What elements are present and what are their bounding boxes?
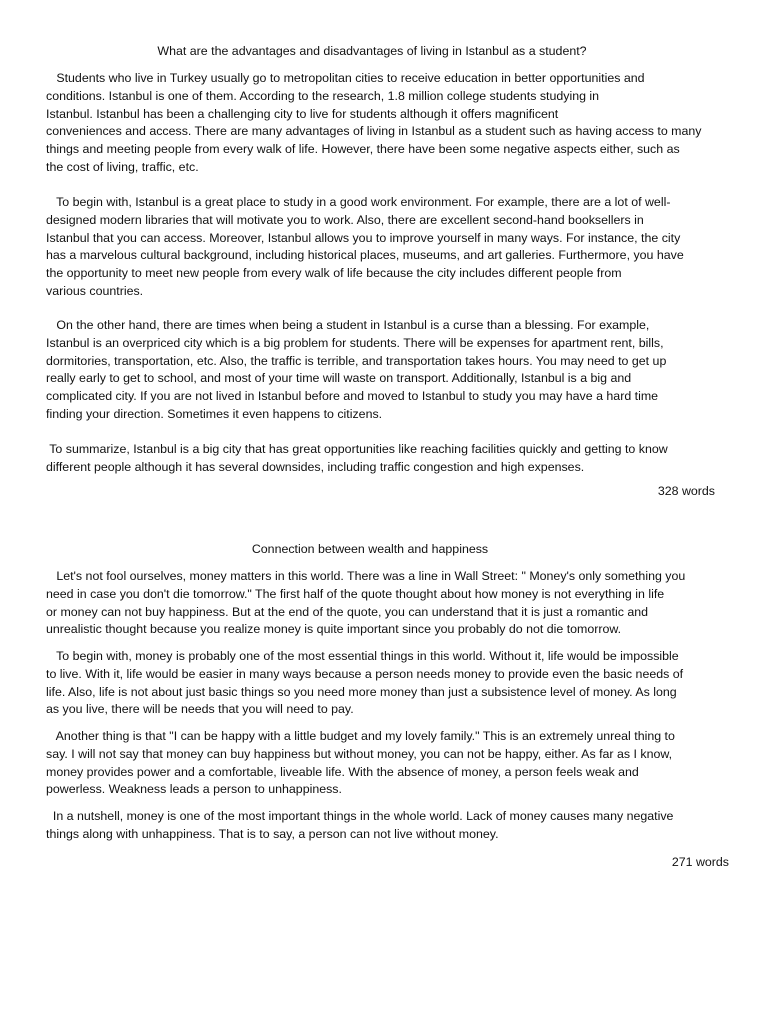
essay-title: What are the advantages and disadvantages of living in Istanbul as a student? <box>157 44 587 58</box>
text-line: powerless. Weakness leads a person to unhappiness. <box>46 782 342 797</box>
text-line: Istanbul that you can access. Moreover, Istanbul allows you to improve yourself in many ways. For instance, the city <box>46 230 681 245</box>
essay-title: Connection between wealth and happiness <box>251 542 489 556</box>
text-line: To summarize, Istanbul is a big city that has great opportunities like reaching facilities quickly and getting to know <box>46 442 668 456</box>
text-line: Another thing is that "I can be happy with a little budget and my lovely family." This is an extremely unreal thing to <box>46 729 675 743</box>
word-count: 328 words <box>657 484 715 498</box>
text-line: different people although it has several downsides, including traffic congestion and high expenses. <box>46 459 585 474</box>
text-line: conveniences and access. There are many advantages of living in Istanbul as a student such as having access to many <box>46 124 702 139</box>
text-line: To begin with, Istanbul is a great place to study in a good work environment. For example, there are a lot of well- <box>46 195 671 209</box>
essay-paragraph <box>46 568 726 639</box>
text-line: or money can not buy happiness. But at the end of the quote, you can understand that it is just a romantic and <box>46 604 649 619</box>
text-line: money provides power and a comfortable, liveable life. With the absence of money, a person feels weak and <box>46 764 639 779</box>
text-line: complicated city. If you are not lived in Istanbul before and moved to Istanbul to study you may have a hard time <box>46 389 659 404</box>
text-line: really early to get to school, and most of your time will waste on transport. Additionally, Istanbul is a big and <box>46 371 632 386</box>
text-line: Istanbul is an overpriced city which is a big problem for students. There will be expenses for apartment rent, bills, <box>46 335 664 350</box>
essay-paragraph <box>46 70 726 177</box>
word-count: 271 words <box>671 855 729 869</box>
text-line: the opportunity to meet new people from every walk of life because the city includes different people from <box>46 266 622 281</box>
text-line: finding your direction. Sometimes it even happens to citizens. <box>46 406 383 421</box>
text-line: designed modern libraries that will motivate you to work. Also, there are excellent second-hand booksellers in <box>46 212 644 227</box>
essay-paragraph <box>46 728 726 799</box>
text-line: Students who live in Turkey usually go to metropolitan cities to receive education in better opportunities and <box>46 71 645 85</box>
essay-paragraph <box>46 194 726 301</box>
text-line: things along with unhappiness. That is to say, a person can not live without money. <box>46 826 499 841</box>
text-line: various countries. <box>46 283 144 298</box>
essay-paragraph <box>46 317 726 424</box>
text-line: as you live, there will be needs that you will need to pay. <box>46 702 354 717</box>
text-line: things and meeting people from every walk of life. However, there have been some negative aspects either, such as <box>46 142 680 157</box>
text-line: conditions. Istanbul is one of them. According to the research, 1.8 million college students studying in <box>46 88 600 103</box>
text-line: the cost of living, traffic, etc. <box>46 159 199 174</box>
essay-paragraph <box>46 808 726 844</box>
text-line: In a nutshell, money is one of the most important things in the whole world. Lack of money causes many negative <box>46 809 674 823</box>
text-line: has a marvelous cultural background, including historical places, museums, and art galleries. Furthermore, you have <box>46 248 684 263</box>
text-line: Let's not fool ourselves, money matters in this world. There was a line in Wall Street: " Money's only something you <box>46 569 686 583</box>
text-line: unrealistic thought because you realize money is quite important since you probably do not die tomorrow. <box>46 622 622 637</box>
text-line: Istanbul. Istanbul has been a challenging city to live for students although it offers magnificent <box>46 106 559 121</box>
text-line: On the other hand, there are times when being a student in Istanbul is a curse than a blessing. For example, <box>46 318 650 332</box>
essay-paragraph <box>46 441 726 477</box>
text-line: life. Also, life is not about just basic things so you need more money than just a subsistence level of money. As long <box>46 684 677 699</box>
text-line: say. I will not say that money can buy happiness but without money, you can not be happy, either. As far as I know, <box>46 746 673 761</box>
text-line: dormitories, transportation, etc. Also, the traffic is terrible, and transportation takes hours. You may need to get up <box>46 353 667 368</box>
essay-paragraph <box>46 648 726 719</box>
text-line: to live. With it, life would be easier in many ways because a person needs money to provide even the basic needs of <box>46 666 684 681</box>
text-line: need in case you don't die tomorrow." The first half of the quote thought about how money is not everything in life <box>46 586 665 601</box>
text-line: To begin with, money is probably one of the most essential things in this world. Without it, life would be impossible <box>46 649 679 663</box>
